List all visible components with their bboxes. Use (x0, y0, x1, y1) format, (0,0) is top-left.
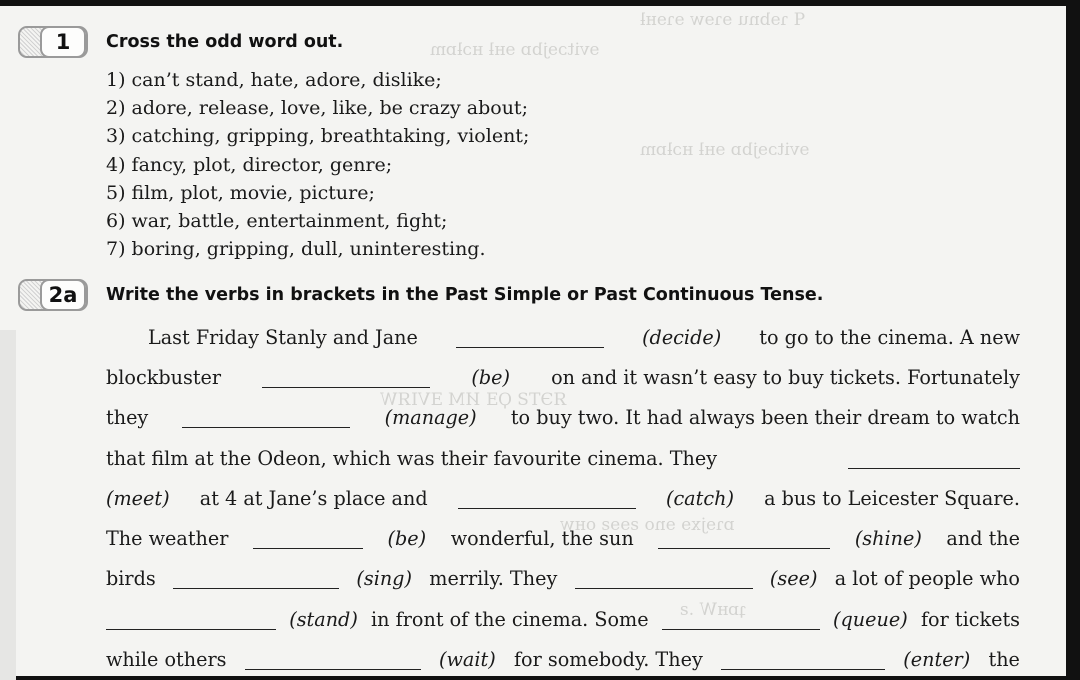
exercise-2a-title: Write the verbs in brackets in the Past Simple or Past Continuous Tense. (106, 285, 824, 305)
exercise-1-title: Cross the odd word out. (106, 32, 344, 52)
text-segment: the (988, 648, 1020, 672)
list-item: 6) war, battle, entertainment, fight; (106, 209, 448, 232)
verb-hint-wait: (wait) (439, 648, 496, 672)
page-margin-shade (0, 330, 16, 680)
answer-blank-wait[interactable] (245, 649, 421, 670)
verb-hint-sing: (sing) (356, 567, 412, 591)
verb-hint-shine: (shine) (854, 527, 922, 551)
text-segment: for tickets (920, 607, 1020, 631)
scan-right-edge (1066, 0, 1080, 680)
bleed-through-text: ɒɿɘjxɘ ɘno ƨɘɘƨ oʜw (560, 515, 735, 535)
text-segment: in front of the cinema. Some (371, 607, 649, 631)
exercise-1-badge (18, 26, 88, 58)
text-segment: they (106, 406, 149, 430)
text-line-1 (106, 317, 1020, 357)
text-segment: that film at the Odeon, which was their favourite cinema. They (106, 446, 718, 470)
answer-blank-sing[interactable] (173, 568, 339, 589)
verb-hint-see: (see) (769, 567, 818, 591)
verb-hint-decide: (decide) (642, 325, 722, 349)
exercise-2a-number: 2a (40, 279, 86, 311)
verb-hint-meet: (meet) (106, 486, 170, 510)
text-segment: on and it wasn’t easy to buy tickets. Fortunately (551, 365, 1020, 389)
verb-hint-be-2: (be) (387, 527, 427, 551)
bleed-through-text: ʇɒʜW .ꙅ (680, 600, 747, 620)
text-line-6 (106, 518, 1020, 558)
text-segment: a bus to Leicester Square. (764, 486, 1020, 510)
answer-blank-queue[interactable] (662, 609, 820, 630)
text-segment: The weather (106, 527, 229, 551)
list-item: 1) can’t stand, hate, adore, dislike; (106, 69, 442, 91)
text-segment: and the (946, 527, 1020, 551)
answer-blank-meet[interactable] (848, 448, 1020, 469)
bleed-through-text: ɘvitɔɘjbɒ ɘʜƚ ʜɔƚɒm (640, 140, 810, 160)
text-line-9 (106, 639, 1020, 679)
answer-blank-stand[interactable] (106, 609, 276, 630)
text-line-4 (106, 438, 1020, 478)
scan-top-edge (0, 0, 1080, 6)
exercise-1-number: 1 (40, 26, 86, 58)
text-segment: a lot of people who (834, 567, 1020, 591)
answer-blank-manage[interactable] (182, 407, 350, 428)
exercise-2a-text (106, 317, 1020, 680)
text-segment: while others (106, 648, 227, 672)
answer-blank-catch[interactable] (458, 488, 636, 509)
exercise-1-list (106, 66, 529, 263)
list-item: 5) film, plot, movie, picture; (106, 181, 375, 204)
text-segment: for somebody. They (513, 648, 703, 672)
list-item: 3) catching, gripping, breathtaking, violent; (106, 125, 530, 148)
answer-blank-be-2[interactable] (253, 528, 363, 549)
text-segment: birds (106, 567, 156, 591)
answer-blank-see[interactable] (575, 568, 753, 589)
list-item: 2) adore, release, love, like, be crazy about; (106, 97, 528, 120)
verb-hint-enter: (enter) (903, 648, 971, 672)
verb-hint-be: (be) (471, 365, 510, 389)
verb-hint-catch: (catch) (665, 486, 734, 510)
exercise-2a-badge (18, 279, 88, 311)
text-segment: wonderful, the sun (450, 527, 634, 551)
verb-hint-queue: (queue) (833, 607, 908, 631)
text-segment: Last Friday Stanly and Jane (148, 325, 418, 349)
list-item: 7) boring, gripping, dull, uninteresting. (106, 238, 486, 261)
text-segment: blockbuster (106, 365, 222, 389)
text-segment: at 4 at Jane’s place and (199, 486, 428, 510)
text-segment: to go to the cinema. A new (759, 325, 1020, 349)
bleed-through-text: ꟼ ɿɘbnu ɘɿɘw ɘɿɘʜƚ (640, 10, 806, 30)
list-item: 4) fancy, plot, director, genre; (106, 153, 393, 176)
text-line-8 (106, 599, 1020, 639)
text-segment: merrily. They (429, 567, 558, 591)
answer-blank-enter[interactable] (721, 649, 885, 670)
answer-blank-be[interactable] (262, 367, 430, 388)
text-line-5 (106, 478, 1020, 518)
answer-blank-decide[interactable] (456, 327, 604, 348)
verb-hint-manage: (manage) (384, 406, 477, 430)
text-line-3 (106, 398, 1020, 438)
answer-blank-shine[interactable] (658, 528, 830, 549)
bleed-through-text: ЯЭΤƧ ϘƎ ИМ ƎVIЯW (380, 390, 568, 410)
text-segment: to buy two. It had always been their dream to watch (510, 406, 1020, 430)
text-line-2 (106, 357, 1020, 397)
text-line-7 (106, 559, 1020, 599)
verb-hint-stand: (stand) (289, 607, 358, 631)
bleed-through-text: ɘvitɔɘjbɒ ɘʜƚ ʜɔƚɒm (430, 40, 600, 60)
